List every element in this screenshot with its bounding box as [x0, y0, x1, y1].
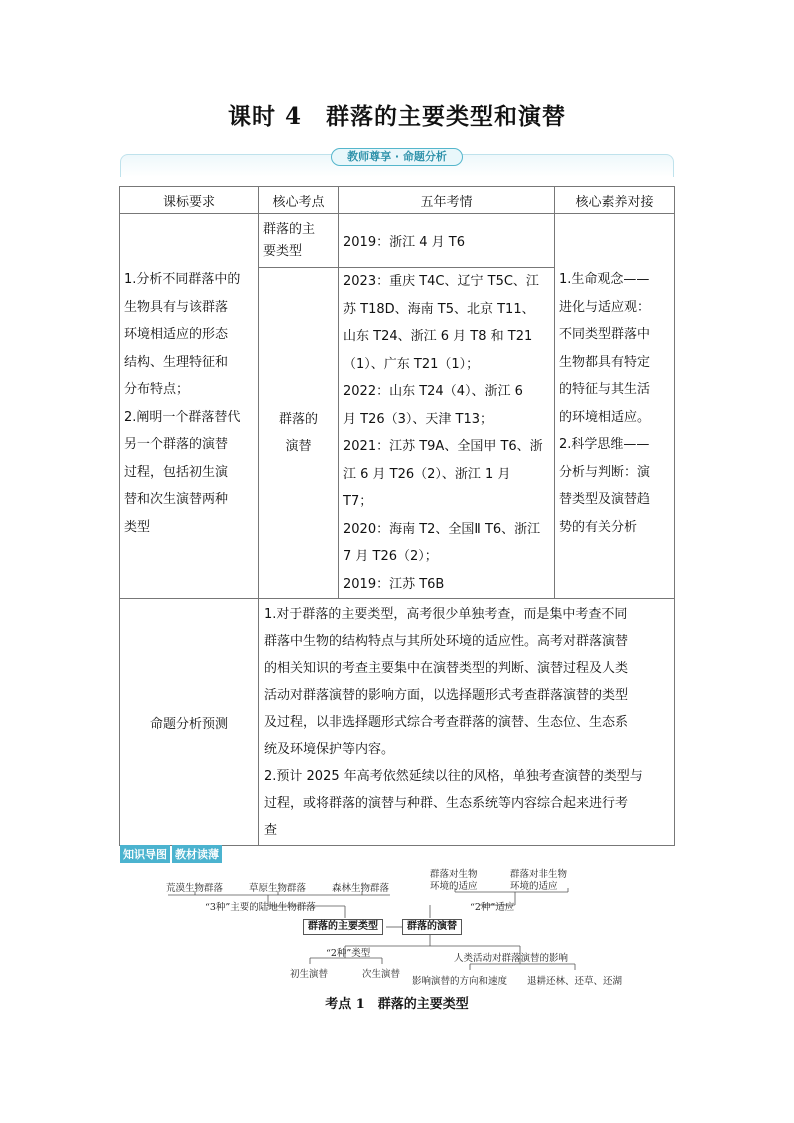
mindmap-types-label: “3种”主要的陆地生物群落 — [205, 902, 316, 913]
banner-label: 教师尊享 · 命题分析 — [331, 148, 463, 166]
exam-history-2: 2023：重庆 T4C、辽宁 T5C、江 苏 T18D、海南 T5、北京 T11、 山东 T24、浙江 6 月 T8 和 T21 （1）、广东 T21（1）； 2022：山东 T24（4）、浙江 6 月 T26（3）、天津 T13； 2021：江苏 T9A、全国甲 T6、浙 江 6 月 T26（2）、浙江 1 月 T7； 2020：海南 T2、全国Ⅱ T6、浙江 7 月 T26（2）； 2019：江苏 T6B — [339, 268, 555, 599]
header-literacy: 核心素养对接 — [555, 187, 675, 214]
requirements-cell: 1.分析不同群落中的 生物具有与该群落 环境相适应的形态 结构、生理特征和 分布特点； 2.阐明一个群落替代 另一个群落的演替 过程，包括初生演 替和次生演替两种 类型 — [120, 214, 259, 599]
mindmap-adapt-abio-1: 群落对非生物 — [510, 869, 568, 880]
section-caption: 考点 1 群落的主要类型 — [325, 997, 469, 1012]
mindmap-human: 人类活动对群落演替的影响 — [454, 953, 569, 964]
core-point-1: 群落的主 要类型 — [259, 214, 339, 268]
core-point-2: 群落的 演替 — [259, 268, 339, 599]
mindmap-adapt-bio-2: 环境的适应 — [430, 881, 478, 892]
mindmap-adapt-bio-1: 群落对生物 — [430, 869, 478, 880]
header-requirement: 课标要求 — [120, 187, 259, 214]
mindmap-adapt-abio-2: 环境的适应 — [510, 881, 558, 892]
literacy-cell: 1.生命观念—— 进化与适应观： 不同类型群落中 生物都具有特定 的特征与其生活 的环境相适应。 2.科学思维—— 分析与判断：演 替类型及演替趋 势的有关分析 — [555, 214, 675, 599]
mindmap-human-restore: 退耕还林、还草、还湖 — [527, 976, 623, 987]
prediction-cell: 1.对于群落的主要类型，高考很少单独考查，而是集中考查不同 群落中生物的结构特点与其所处环境的适应性。高考对群落演替 的相关知识的考查主要集中在演替类型的判断、演替过程及人类 活动对群落演替的影响方面，以选择题形式考查群落演替的类型 及过程，以非选择题形式综合考查群落的演替、生态位、生态系 统及环境保护等内容。 2.预计 2025 年高考依然延续以往的风格，单独考查演替的类型与 过程，或将群落的演替与种群、生态系统等内容综合起来进行考 查 — [259, 599, 675, 846]
tag-knowledge-map: 知识导图 — [120, 845, 170, 863]
mindmap-secondary: 次生演替 — [362, 969, 401, 980]
mindmap-type-desert: 荒漠生物群落 — [166, 883, 224, 894]
mindmap-type-grassland: 草原生物群落 — [249, 883, 307, 894]
mindmap-adapt-label: “2种”适应 — [470, 902, 515, 913]
exam-history-1: 2019：浙江 4 月 T6 — [339, 214, 555, 268]
prediction-label: 命题分析预测 — [120, 599, 259, 846]
tag-textbook: 教材读薄 — [172, 845, 222, 863]
mindmap-type-forest: 森林生物群落 — [332, 883, 390, 894]
header-exam-history: 五年考情 — [339, 187, 555, 214]
mindmap-human-direction: 影响演替的方向和速度 — [412, 976, 508, 987]
mindmap-succession-label: “2种”类型 — [326, 948, 371, 959]
mindmap-center-types: 群落的主要类型 — [303, 919, 383, 935]
mindmap-center-succession: 群落的演替 — [402, 919, 462, 935]
header-core-point: 核心考点 — [259, 187, 339, 214]
mindmap-primary: 初生演替 — [290, 969, 329, 980]
page-title: 课时 4 群落的主要类型和演替 — [227, 103, 566, 130]
